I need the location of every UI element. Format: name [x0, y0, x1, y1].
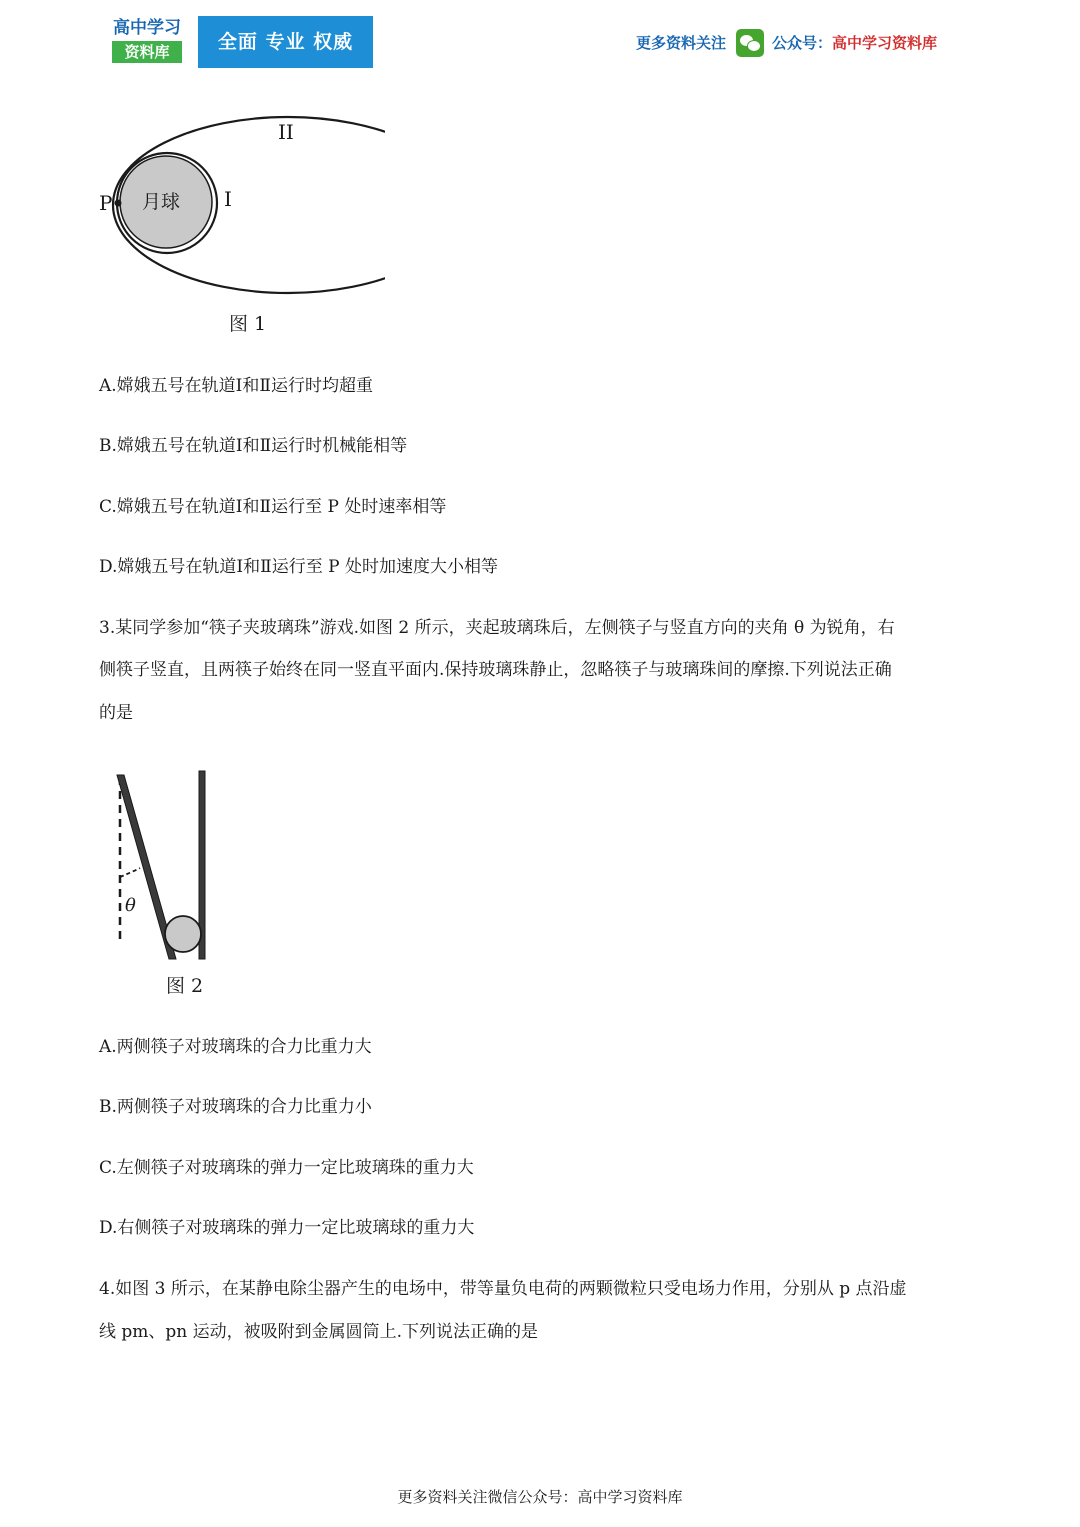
public-account-name: 高中学习资料库	[832, 34, 938, 52]
wechat-icon	[736, 29, 764, 57]
orbit-1-label: I	[224, 187, 232, 211]
figure-1-caption: 图 1	[229, 313, 267, 335]
figure-2-caption: 图 2	[166, 975, 204, 997]
q2-option-b: B.嫦娥五号在轨道Ⅰ和Ⅱ运行时机械能相等	[99, 436, 408, 456]
orbit-2-label: II	[278, 120, 294, 144]
figure-1-orbit-diagram	[95, 110, 385, 310]
q3-stem-line-3: 的是	[99, 703, 133, 723]
more-info-text: 更多资料关注	[636, 34, 727, 52]
q2-option-a: A.嫦娥五号在轨道Ⅰ和Ⅱ运行时均超重	[99, 376, 373, 396]
slogan-banner: 全面 专业 权威	[198, 16, 373, 68]
q4-stem-line-1: 4.如图 3 所示，在某静电除尘器产生的电场中，带等量负电荷的两颗微粒只受电场力作用，分别从 p 点沿虚	[99, 1279, 907, 1299]
figure-2-chopsticks-diagram	[100, 765, 230, 965]
q2-option-d: D.嫦娥五号在轨道Ⅰ和Ⅱ运行至 P 处时加速度大小相等	[99, 557, 498, 577]
q4-stem-line-2: 线 pm、pn 运动，被吸附到金属圆筒上.下列说法正确的是	[99, 1322, 539, 1342]
q3-option-d: D.右侧筷子对玻璃珠的弹力一定比玻璃球的重力大	[99, 1218, 475, 1238]
logo-bottom-text: 资料库	[112, 41, 182, 63]
page-footer: 更多资料关注微信公众号：高中学习资料库	[397, 1488, 683, 1506]
q3-option-a: A.两侧筷子对玻璃珠的合力比重力大	[99, 1037, 372, 1057]
logo-top-text: 高中学习	[113, 18, 181, 38]
header-follow-info	[636, 28, 937, 58]
q3-stem-line-2: 侧筷子竖直，且两筷子始终在同一竖直平面内.保持玻璃珠静止，忽略筷子与玻璃珠间的摩擦.下列说法正确	[99, 660, 892, 680]
point-p-label: P	[99, 191, 113, 215]
glass-bead	[165, 916, 201, 952]
moon-label: 月球	[142, 191, 181, 213]
q3-option-c: C.左侧筷子对玻璃珠的弹力一定比玻璃珠的重力大	[99, 1158, 474, 1178]
logo	[110, 16, 184, 64]
angle-arc	[120, 868, 140, 877]
public-account-label: 公众号：	[772, 34, 833, 52]
angle-theta-label: θ	[125, 895, 136, 916]
point-p-dot	[115, 200, 122, 207]
q3-stem-line-1: 3.某同学参加“筷子夹玻璃珠”游戏.如图 2 所示，夹起玻璃珠后，左侧筷子与竖直方向的夹角 θ 为锐角，右	[99, 618, 895, 638]
q3-option-b: B.两侧筷子对玻璃珠的合力比重力小	[99, 1097, 372, 1117]
q2-option-c: C.嫦娥五号在轨道Ⅰ和Ⅱ运行至 P 处时速率相等	[99, 497, 447, 517]
